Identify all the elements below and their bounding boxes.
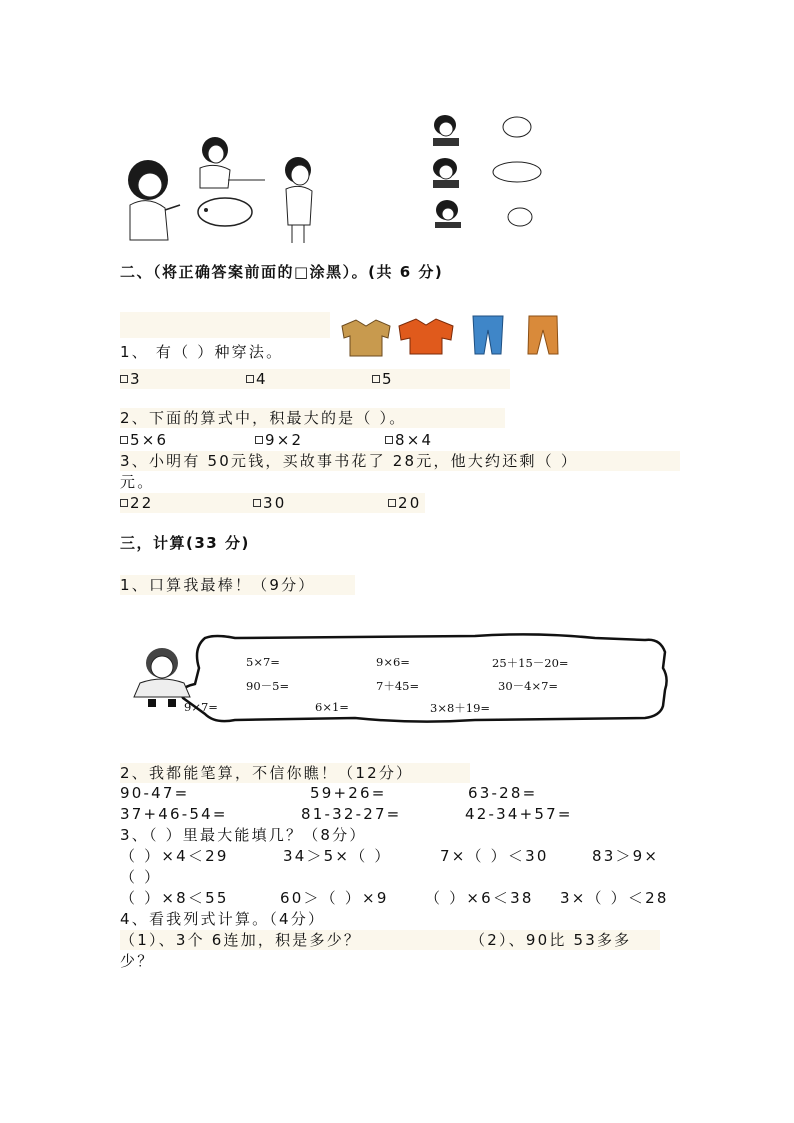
q2-option-c[interactable]: 8×4 (385, 430, 433, 450)
written-calc-3: 63-28= (468, 784, 538, 802)
bubble-eq-3: 25＋15－20= (492, 656, 569, 670)
written-calc-2: 59+26= (310, 784, 387, 802)
q3-text-cont: 元。 (120, 473, 155, 491)
fill-7: （ ）×6＜38 (425, 889, 534, 907)
written-calc-1: 90-47= (120, 784, 190, 802)
bubble-eq-1: 5×7= (246, 655, 280, 669)
fill-3: 7×（ ）＜30 (440, 847, 549, 865)
calc-q2-text: 2、我都能笔算，不信你瞧！（12分） (120, 764, 414, 782)
q2-option-a[interactable]: 5×6 (120, 430, 168, 450)
calc-q4-text: 4、看我列式计算。（4分） (120, 910, 326, 928)
written-calc-4: 37+46-54= (120, 805, 228, 823)
blue-pants-icon (470, 314, 506, 356)
bubble-eq-8: 6×1= (315, 700, 349, 714)
section3-heading: 三，计算(33 分) (120, 534, 250, 552)
word-problem-1: （1）、3个 6连加，积是多少？ (120, 931, 362, 949)
fill-5: （ ）×8＜55 (120, 889, 229, 907)
fill-2: 34＞5×（ ） (283, 847, 392, 865)
fill-6: 60＞（ ）×9 (280, 889, 389, 907)
guinea-pig (198, 198, 252, 226)
fill-4: 83＞9× (592, 847, 660, 865)
boy-standing-illustration (278, 155, 323, 245)
written-calc-6: 42-34+57= (465, 805, 573, 823)
word-problem-2-cont: 少？ (120, 952, 155, 970)
children-guinea-pig-illustration (120, 130, 270, 245)
q1-option-a[interactable]: 3 (120, 369, 142, 389)
q2-option-b[interactable]: 9×2 (255, 430, 303, 450)
sweater-icon (396, 316, 456, 356)
q1-text: 1、 有（ ）种穿法。 (120, 343, 284, 361)
bubble-eq-9: 3×8＋19= (430, 701, 491, 715)
q3-option-a[interactable]: 22 (120, 493, 154, 513)
bubble-eq-2: 9×6= (376, 655, 410, 669)
calc-q3-text: 3、（ ）里最大能填几？（8分） (120, 826, 367, 844)
bubble-eq-4: 90－5= (246, 679, 290, 693)
section2-heading: 二、（将正确答案前面的□涂黑）。(共 6 分) (120, 263, 444, 281)
orange-pants-icon (525, 314, 561, 356)
q2-text: 2、下面的算式中，积最大的是（ ）。 (120, 409, 407, 427)
bubble-eq-5: 7＋45= (376, 679, 420, 693)
q1-option-c[interactable]: 5 (372, 369, 394, 389)
q3-option-c[interactable]: 20 (388, 493, 422, 513)
q3-option-b[interactable]: 30 (253, 493, 287, 513)
bubble-eq-6: 30－4×7= (498, 679, 559, 693)
shirt-icon (338, 318, 394, 358)
fill-1: （ ）×4＜29 (120, 847, 229, 865)
q1-option-b[interactable]: 4 (246, 369, 268, 389)
fill-8: 3×（ ）＜28 (560, 889, 669, 907)
calc-q1-text: 1、口算我最棒！（9分） (120, 576, 316, 594)
highlight-band (120, 312, 330, 338)
highlight-band (120, 369, 510, 389)
fill-4-cont: （ ） (120, 868, 162, 886)
bubble-eq-7: 9×7= (184, 700, 218, 714)
written-calc-5: 81-32-27= (301, 805, 402, 823)
viewpoint-options-illustration (425, 110, 550, 235)
q3-text: 3、小明有 50元钱，买故事书花了 28元，他大约还剩（ ） (120, 452, 579, 470)
word-problem-2: （2）、90比 53多多 (470, 931, 632, 949)
